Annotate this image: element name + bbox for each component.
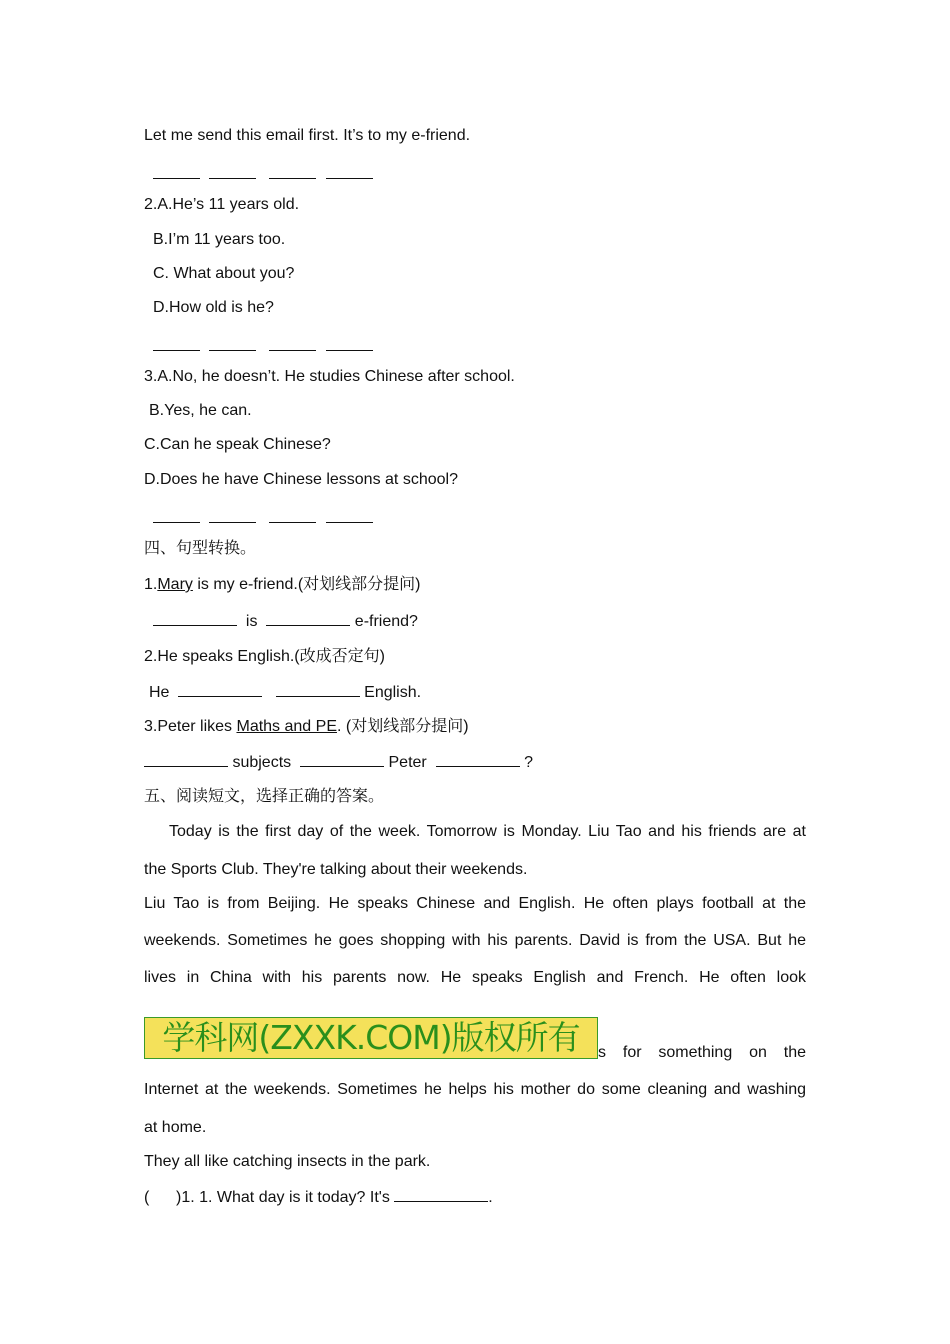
blank [436,752,520,767]
text: Peter [388,754,427,771]
reading-question-1 [144,1187,493,1208]
transform-3 [144,717,469,737]
blank [269,350,316,351]
blank [326,522,373,523]
question-2: 2.A.He’s 11 years old. [144,196,300,213]
text: is [245,613,258,630]
blank [209,178,256,179]
answer-line [144,752,533,773]
text: English. [364,684,422,701]
text: ( )1. 1. What day is it today? It's [144,1189,395,1206]
text-line: Let me send this email first. It’s to my e-friend. [144,127,471,144]
section-heading: 五、阅读短文，选择正确的答案。 [144,788,385,805]
passage-line: weekends. Sometimes he goes shopping with his parents. David is from the USA. But he [144,932,806,949]
passage-line: Internet at the weekends. Sometimes he helps his mother do some cleaning and washing [144,1081,806,1098]
blank [269,178,316,179]
question-3: 3.A.No, he doesn’t. He studies Chinese after school. [144,368,515,385]
watermark-banner: 学科网(ZXXK.COM)版权所有 [144,1017,598,1059]
passage-line: s for something on the [598,1044,806,1061]
option: B.Yes, he can. [149,402,252,419]
text: . [488,1189,493,1206]
blank [144,752,228,767]
text: 3.Peter likes [144,718,237,735]
option: C.Can he speak Chinese? [144,436,331,453]
underlined-text: Mary [157,576,193,593]
blank [394,1187,488,1202]
text: is my e-friend.(对划线部分提问) [192,576,421,593]
text: He [149,684,170,701]
passage-line: at home. [144,1119,207,1136]
blank [153,611,237,626]
text: ? [524,754,533,771]
text: e-friend? [354,613,418,630]
passage-line: Today is the first day of the week. Tomorrow is Monday. Liu Tao and his friends are at [169,823,806,840]
option: D.Does he have Chinese lessons at school? [144,471,458,488]
answer-line [153,611,418,632]
passage-line: They all like catching insects in the park. [144,1153,431,1170]
blank [209,522,256,523]
option: C. What about you? [153,265,295,282]
blank [153,522,200,523]
passage-line: the Sports Club. They're talking about their weekends. [144,861,528,878]
blank [326,350,373,351]
option: D.How old is he? [153,299,274,316]
passage-line: lives in China with his parents now. He speaks English and French. He often look [144,969,806,986]
blank [326,178,373,179]
text: . (对划线部分提问) [336,718,469,735]
blank [300,752,384,767]
blank [178,682,262,697]
blank [269,522,316,523]
blank [266,611,350,626]
answer-line [149,682,421,703]
transform-2: 2.He speaks English.(改成否定句) [144,648,385,665]
transform-1 [144,575,420,595]
underlined-text: Maths and PE [236,718,337,735]
option: B.I’m 11 years too. [153,231,286,248]
text: subjects [232,754,292,771]
section-heading: 四、句型转换。 [144,540,257,557]
blank [276,682,360,697]
passage-line: Liu Tao is from Beijing. He speaks Chinese and English. He often plays football at the [144,895,806,912]
text: 1. [144,576,158,593]
blank [209,350,256,351]
blank [153,178,200,179]
blank [153,350,200,351]
